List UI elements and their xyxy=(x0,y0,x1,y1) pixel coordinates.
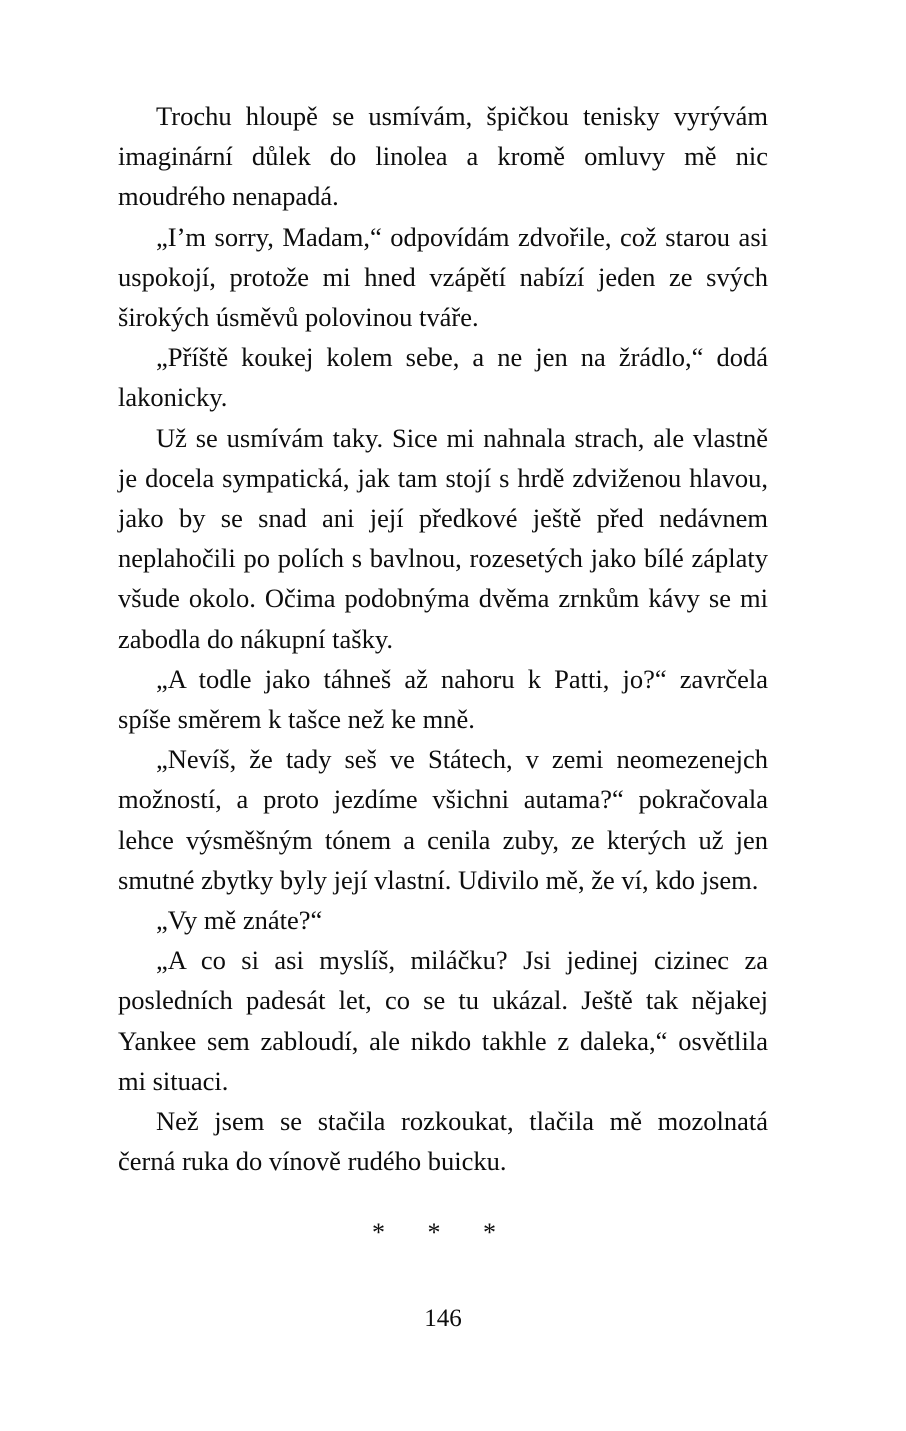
paragraph: „A co si asi myslíš, miláčku? Jsi jedinej cizinec za posledních padesát let, co se tu ukázal. Ještě tak nějakej Yankee sem zabloudí, ale nikdo takhle z daleka,“ osvětlila mi situaci. xyxy=(118,945,768,1096)
paragraph: „I’m sorry, Madam,“ odpovídám zdvořile, což starou asi uspokojí, protože mi hned vzápětí nabízí jeden ze svých širokých úsměvů polovinou tváře. xyxy=(118,221,768,333)
paragraph: „Vy mě znáte?“ xyxy=(156,905,323,936)
paragraph: „Nevíš, že tady seš ve Státech, v zemi neomezenejch možností, a proto jezdíme všichni autama?“ pokračovala lehce výsměšným tónem a cenila zuby, ze kterých už jen smutné zbytky byly její vlastní. Udivilo mě, že ví, kdo jsem. xyxy=(118,744,768,895)
paragraph: Trochu hloupě se usmívám, špičkou tenisky vyrývám imaginární důlek do linolea a kromě omluvy mě nic moudrého nenapadá. xyxy=(118,101,768,212)
paragraph: „A todle jako táhneš až nahoru k Patti, jo?“ zavrčela spíše směrem k tašce než ke mně. xyxy=(118,663,768,735)
paragraph: Než jsem se stačila rozkoukat, tlačila mě mozolnatá černá ruka do vínově rudého buicku. xyxy=(118,1106,768,1177)
page-number: 146 xyxy=(424,1305,462,1332)
page-body-text xyxy=(118,96,768,1181)
section-separator: * * * xyxy=(372,1218,514,1247)
paragraph: Už se usmívám taky. Sice mi nahnala strach, ale vlastně je docela sympatická, jak tam stojí s hrdě zdviženou hlavou, jako by se snad ani její předkové ještě před nedávnem neplahočili po polích s bavlnou, rozesetých jako bílé záplaty všude okolo. Očima podobnýma dvěma zrnkům kávy se mi zabodla do nákupní tašky. xyxy=(118,422,768,654)
paragraph: „Příště koukej kolem sebe, a ne jen na žrádlo,“ dodá lakonicky. xyxy=(118,342,768,413)
